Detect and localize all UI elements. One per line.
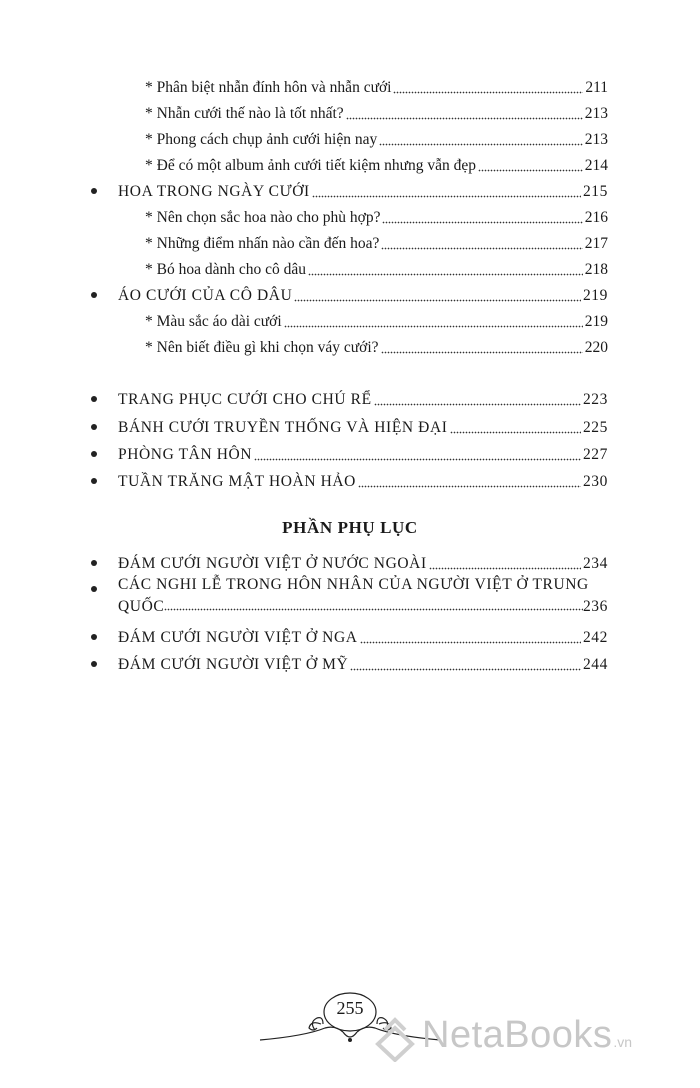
toc-entry-title: PHÒNG TÂN HÔN bbox=[118, 446, 253, 463]
toc-entry-title: ĐÁM CƯỚI NGƯỜI VIỆT Ở NƯỚC NGOÀI bbox=[118, 555, 427, 572]
toc-page-number: 213 bbox=[584, 131, 608, 148]
watermark-suffix: .vn bbox=[613, 1034, 633, 1050]
toc-page-number: 211 bbox=[585, 79, 608, 96]
bullet-icon bbox=[91, 634, 97, 640]
toc-leader-dots bbox=[381, 350, 583, 354]
section-heading: PHẦN PHỤ LỤC bbox=[282, 518, 418, 537]
toc-page-number: 220 bbox=[584, 339, 608, 356]
watermark-brand: NetaBooks bbox=[422, 1013, 613, 1056]
toc-entry-title: ĐÁM CƯỚI NGƯỜI VIỆT Ở MỸ bbox=[118, 656, 349, 673]
toc-subentry[interactable] bbox=[145, 150, 608, 176]
toc-leader-dots bbox=[346, 116, 583, 120]
bullet-icon bbox=[91, 661, 97, 667]
toc-entry[interactable] bbox=[118, 622, 608, 648]
toc-leader-dots bbox=[358, 484, 581, 488]
toc-entry-title-line2: QUỐC bbox=[118, 598, 165, 615]
toc-entry-title: TRANG PHỤC CƯỚI CHO CHÚ RỂ bbox=[118, 391, 372, 408]
bullet-icon bbox=[91, 188, 97, 194]
toc-leader-dots bbox=[381, 246, 582, 250]
toc-page-number: 244 bbox=[582, 656, 608, 673]
watermark bbox=[368, 1005, 698, 1065]
toc-entry-title: TUẦN TRĂNG MẬT HOÀN HẢO bbox=[118, 473, 356, 490]
toc-subentry[interactable] bbox=[145, 306, 608, 332]
toc-subentry[interactable] bbox=[145, 228, 608, 254]
toc-page-number: 234 bbox=[582, 555, 608, 572]
toc-entry-title: HOA TRONG NGÀY CƯỚI bbox=[118, 183, 310, 200]
toc-entry-title: * Những điểm nhấn nào cần đến hoa? bbox=[145, 235, 380, 252]
toc-page-number: 236 bbox=[582, 598, 608, 615]
page-number: 255 bbox=[336, 998, 364, 1018]
toc-page-number: 218 bbox=[584, 261, 608, 278]
toc-leader-dots bbox=[308, 272, 583, 276]
toc-entry-title: * Phân biệt nhẫn đính hôn và nhẫn cưới bbox=[145, 79, 392, 96]
toc-leader-dots bbox=[312, 194, 581, 198]
toc-entry-title: ĐÁM CƯỚI NGƯỜI VIỆT Ở NGA bbox=[118, 629, 358, 646]
toc-entry-title: * Nên chọn sắc hoa nào cho phù hợp? bbox=[145, 209, 381, 226]
toc-page-number: 225 bbox=[582, 419, 608, 436]
toc-leader-dots bbox=[164, 608, 583, 612]
toc-page-number: 217 bbox=[584, 235, 608, 252]
toc-leader-dots bbox=[379, 142, 583, 146]
toc-entry-multiline[interactable] bbox=[118, 574, 608, 618]
toc-leader-dots bbox=[360, 640, 581, 644]
toc-entry-title: * Nên biết điều gì khi chọn váy cưới? bbox=[145, 339, 379, 356]
toc-entry-title: * Phong cách chụp ảnh cưới hiện nay bbox=[145, 131, 378, 148]
toc-entry[interactable] bbox=[118, 412, 608, 438]
toc-leader-dots bbox=[450, 430, 581, 434]
toc-entry[interactable] bbox=[118, 548, 608, 574]
toc-entry[interactable] bbox=[118, 176, 608, 202]
toc-subentry[interactable] bbox=[145, 254, 608, 280]
toc-leader-dots bbox=[294, 298, 581, 302]
toc-page-number: 214 bbox=[584, 157, 608, 174]
toc-entry-title: * Bó hoa dành cho cô dâu bbox=[145, 261, 306, 278]
netabooks-logo-icon bbox=[368, 1008, 422, 1062]
toc-subentry[interactable] bbox=[145, 202, 608, 228]
toc-page-number: 219 bbox=[584, 313, 608, 330]
bullet-icon bbox=[91, 478, 97, 484]
toc-page-number: 230 bbox=[582, 473, 608, 490]
toc-leader-dots bbox=[393, 90, 583, 94]
toc-entry[interactable] bbox=[118, 384, 608, 410]
toc-entry-title: * Để có một album ảnh cưới tiết kiệm nhưng vẫn đẹp bbox=[145, 157, 477, 174]
toc-entry-title: * Nhẫn cưới thế nào là tốt nhất? bbox=[145, 105, 344, 122]
toc-entry[interactable] bbox=[118, 649, 608, 675]
toc-subentry[interactable] bbox=[145, 72, 608, 98]
toc-subentry[interactable] bbox=[145, 124, 608, 150]
toc-entry-line2 bbox=[118, 596, 608, 618]
toc-page-number: 213 bbox=[584, 105, 608, 122]
bullet-icon bbox=[91, 292, 97, 298]
toc-page-number: 227 bbox=[582, 446, 608, 463]
toc-entry-title: BÁNH CƯỚI TRUYỀN THỐNG VÀ HIỆN ĐẠI bbox=[118, 419, 448, 436]
toc-leader-dots bbox=[478, 168, 583, 172]
toc-leader-dots bbox=[350, 667, 581, 671]
toc-entry[interactable] bbox=[118, 466, 608, 492]
toc-entry-title: * Màu sắc áo dài cưới bbox=[145, 313, 282, 330]
toc-entry-title-line1: CÁC NGHI LỄ TRONG HÔN NHÂN CỦA NGƯỜI VIỆT Ở TRUNG bbox=[118, 576, 589, 593]
toc-entry-title: ÁO CƯỚI CỦA CÔ DÂU bbox=[118, 287, 293, 304]
toc-entry[interactable] bbox=[118, 280, 608, 306]
toc-entry[interactable] bbox=[118, 439, 608, 465]
toc-subentry[interactable] bbox=[145, 98, 608, 124]
bullet-icon bbox=[91, 560, 97, 566]
bullet-icon bbox=[91, 424, 97, 430]
toc-page-number: 216 bbox=[584, 209, 608, 226]
toc-page-number: 223 bbox=[582, 391, 608, 408]
bullet-icon bbox=[91, 586, 97, 592]
toc-page-number: 219 bbox=[582, 287, 608, 304]
toc-leader-dots bbox=[284, 324, 583, 328]
toc-page-number: 242 bbox=[582, 629, 608, 646]
toc-leader-dots bbox=[374, 402, 581, 406]
toc-page-number: 215 bbox=[582, 183, 608, 200]
toc-subentry[interactable] bbox=[145, 332, 608, 358]
toc-leader-dots bbox=[429, 566, 581, 570]
toc-leader-dots bbox=[382, 220, 582, 224]
bullet-icon bbox=[91, 451, 97, 457]
toc-leader-dots bbox=[254, 457, 581, 461]
bullet-icon bbox=[91, 396, 97, 402]
